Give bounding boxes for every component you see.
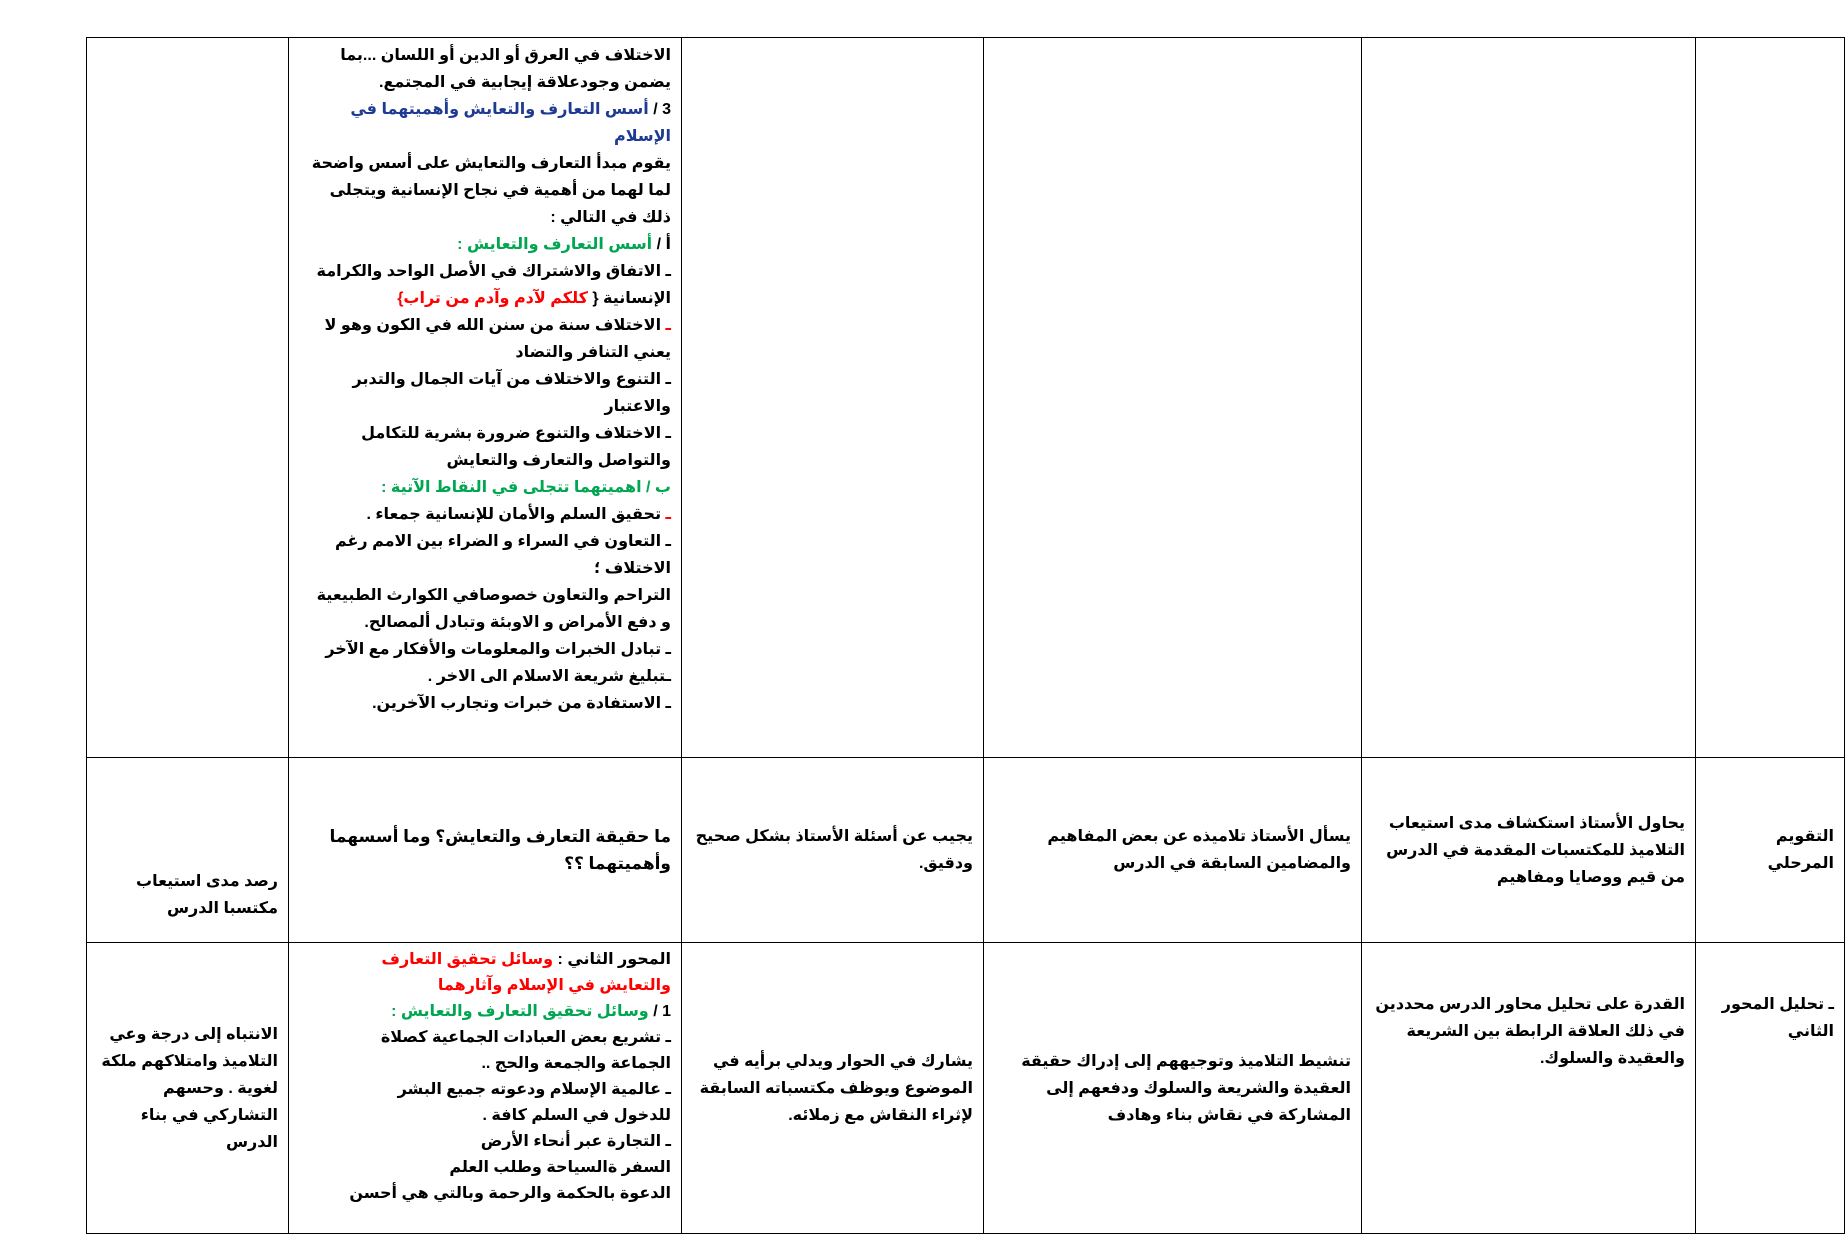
stage-cell [1696,758,1845,943]
target-text: يحاول الأستاذ استكشاف مدى استيعاب التلاميذ للمكتسبات المقدمة في الدرس من قيم ووصايا ومفاهيم [1386,814,1685,886]
content-line: والتواصل والتعارف والتعايش [446,452,671,469]
stage-cell [1696,38,1845,758]
subheading-text: وسائل تحقيق التعارف والتعايش : [391,1003,649,1020]
content-line: ـ الاختلاف والتنوع ضرورة بشرية للتكامل [361,425,671,442]
content-line [299,285,671,312]
target-cell [1362,758,1696,943]
evaluation-cell [87,943,289,1234]
stage-cell [1696,943,1845,1234]
content-line: يعني التنافر والتضاد [515,344,671,361]
teacher-activity-text: يسأل الأستاذ تلاميذه عن بعض المفاهيم والمضامين السابقة في الدرس [1047,828,1351,872]
evaluation-text: رصد مدى استيعاب مكتسبا الدرس [135,873,278,917]
subheading-label: أ / [652,236,671,253]
content-line: الدعوة بالحكمة والرحمة وبالتي هي أحسن [349,1185,671,1202]
evaluation-cell [87,758,289,943]
quran-quote: كلكم لآدم وآدم من تراب} [397,290,588,307]
learner-activity-cell [682,943,984,1234]
content-cell [289,943,682,1234]
content-subheading [299,231,671,258]
content-line: الاختلاف في العرق أو الدين أو اللسان ...بما [340,47,671,64]
target-cell [1362,38,1696,758]
content-line: لما لهما من أهمية في نجاح الإنسانية ويتجلى [329,182,671,199]
content-line: ـ تشريع بعض العبادات الجماعية كصلاة [380,1029,671,1046]
dash-marker: ـ [661,317,671,334]
content-cell [289,758,682,943]
learner-activity-text: يجيب عن أسئلة الأستاذ بشكل صحيح ودقيق. [695,828,973,872]
teacher-activity-text: تنشيط التلاميذ وتوجيههم إلى إدراك حقيقة العقيدة والشريعة والسلوك ودفعهم إلى المشاركة في نقاش بناء وهادف [1021,1052,1351,1124]
heading-text: أسس التعارف والتعايش وأهميتهما في [350,101,649,118]
lesson-plan-table [86,37,1845,1234]
content-line [299,312,671,339]
table-row [87,38,1845,758]
content-line: يضمن وجودعلاقة إيجابية في المجتمع. [379,74,671,91]
content-subheading: ب / اهميتهما تتجلى في النقاط الآتية : [381,479,671,496]
content-subheading [299,999,671,1025]
learner-activity-cell [682,38,984,758]
content-line: التراحم والتعاون خصوصافي الكوارث الطبيعية [316,587,671,604]
subheading-text: أسس التعارف والتعايش : [457,236,653,253]
content-line: ـ عالمية الإسلام ودعوته جميع البشر [397,1081,671,1098]
teacher-activity-cell [984,758,1362,943]
content-line: والاعتبار [604,398,671,415]
stage-label: ـ تحليل المحور الثاني [1721,996,1834,1040]
learner-activity-text: يشارك في الحوار ويدلي برأيه في الموضوع ويوظف مكتسباته السابقة لإثراء النقاش مع زملائه. [699,1052,973,1124]
learner-activity-cell [682,758,984,943]
evaluation-cell [87,38,289,758]
table-row [87,758,1845,943]
content-text: تحقيق السلم والأمان للإنسانية جمعاء . [366,506,662,523]
content-line: ـ التعاون في السراء و الضراء بين الامم رغم [334,533,671,550]
content-line: ـ تبادل الخبرات والمعلومات والأفكار مع الآخر [325,641,671,658]
heading-number: 3 / [648,101,671,118]
content-cell [289,38,682,758]
content-line: ـ التنوع والاختلاف من آيات الجمال والتدبر [352,371,671,388]
stage-label: التقويم المرحلي [1767,828,1834,872]
content-heading [299,947,671,973]
target-cell [1362,943,1696,1234]
heading-text: وسائل تحقيق التعارف [381,951,554,968]
table-row [87,943,1845,1234]
heading-text-cont: والتعايش في الإسلام وآثارهما [437,977,671,994]
teacher-activity-cell [984,38,1362,758]
content-line: ذلك في التالي : [550,209,671,226]
content-text: الإنسانية { [587,290,671,307]
content-line: و دفع الأمراض و الاوبئة وتبادل ألمصالح. [364,614,671,631]
content-question: ما حقيقة التعارف والتعايش؟ وما أسسهما وأهميتهما ؟؟ [329,827,671,873]
teacher-activity-cell [984,943,1362,1234]
content-line: ـ الاتفاق والاشتراك في الأصل الواحد والكرامة [316,263,671,280]
evaluation-text: الانتباه إلى درجة وعي التلاميذ وامتلاكهم ملكة لغوية . وحسهم التشاركي في بناء الدرس [101,1025,278,1151]
content-line: يقوم مبدأ التعارف والتعايش على أسس واضحة [311,155,671,172]
content-line: ـ التجارة عبر أنحاء الأرض [480,1133,671,1150]
content-line: للدخول في السلم كافة . [482,1107,671,1124]
content-heading-cont: الإسلام [613,128,671,145]
content-line [299,501,671,528]
content-line: الاختلاف ؛ [593,560,671,577]
content-line: السفر ةالسياحة وطلب العلم [449,1159,671,1176]
content-text: الاختلاف سنة من سنن الله في الكون وهو لا [324,317,662,334]
content-line: ـ الاستفادة من خبرات وتجارب الآخرين. [372,695,671,712]
subheading-label: 1 / [648,1003,671,1020]
content-line: الجماعة والجمعة والحج .. [481,1055,671,1072]
target-text: القدرة على تحليل محاور الدرس محددين في ذلك العلاقة الرابطة بين الشريعة والعقيدة والسلوك. [1375,996,1685,1067]
content-line: ـتبليغ شريعة الاسلام الى الاخر . [427,668,671,685]
dash-marker: ـ [661,506,671,523]
heading-label: المحور الثاني : [553,951,671,968]
content-heading [299,96,671,123]
